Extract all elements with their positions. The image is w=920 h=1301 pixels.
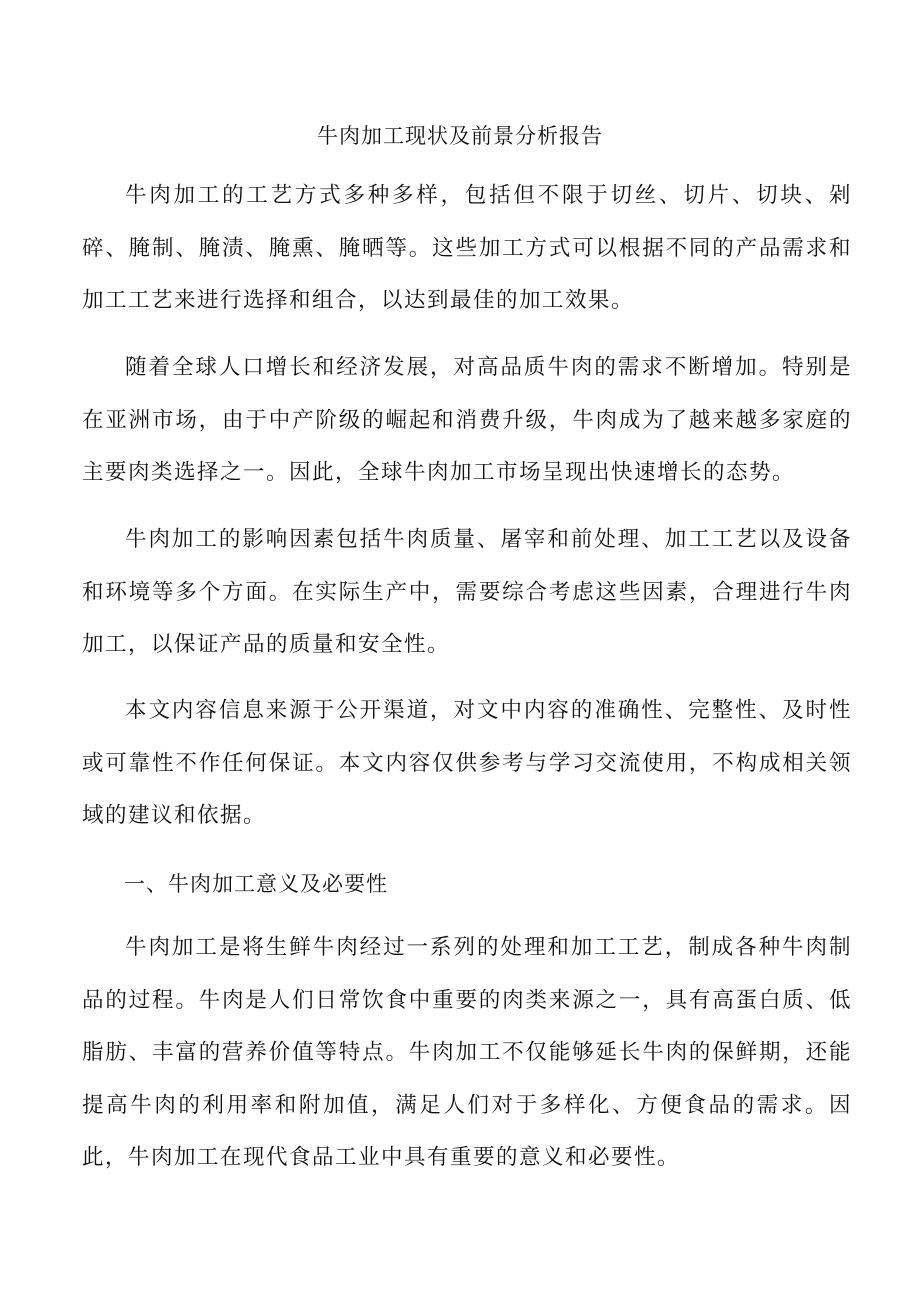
paragraph-process-methods: 牛肉加工的工艺方式多种多样，包括但不限于切丝、切片、切块、剁碎、腌制、腌渍、腌熏、腌晒等。这些加工方式可以根据不同的产品需求和加工工艺来进行选择和组合，以达到最佳的加工效果。	[82, 183, 852, 313]
paragraph-influencing-factors: 牛肉加工的影响因素包括牛肉质量、屠宰和前处理、加工工艺以及设备和环境等多个方面。在实际生产中，需要综合考虑这些因素，合理进行牛肉加工，以保证产品的质量和安全性。	[82, 527, 852, 657]
paragraph-significance: 牛肉加工是将生鲜牛肉经过一系列的处理和加工工艺，制成各种牛肉制品的过程。牛肉是人们日常饮食中重要的肉类来源之一，具有高蛋白质、低脂肪、丰富的营养价值等特点。牛肉加工不仅能够延长牛肉的保鲜期，还能提高牛肉的利用率和附加值，满足人们对于多样化、方便食品的需求。因此，牛肉加工在现代食品工业中具有重要的意义和必要性。	[82, 935, 852, 1170]
section-heading: 一、牛肉加工意义及必要性	[124, 872, 388, 896]
document-title: 牛肉加工现状及前景分析报告	[317, 124, 603, 148]
paragraph-global-demand: 随着全球人口增长和经济发展，对高品质牛肉的需求不断增加。特别是在亚洲市场，由于中产阶级的崛起和消费升级，牛肉成为了越来越多家庭的主要肉类选择之一。因此，全球牛肉加工市场呈现出快速增长的态势。	[82, 355, 852, 485]
paragraph-disclaimer: 本文内容信息来源于公开渠道，对文中内容的准确性、完整性、及时性或可靠性不作任何保证。本文内容仅供参考与学习交流使用，不构成相关领域的建议和依据。	[82, 698, 852, 828]
